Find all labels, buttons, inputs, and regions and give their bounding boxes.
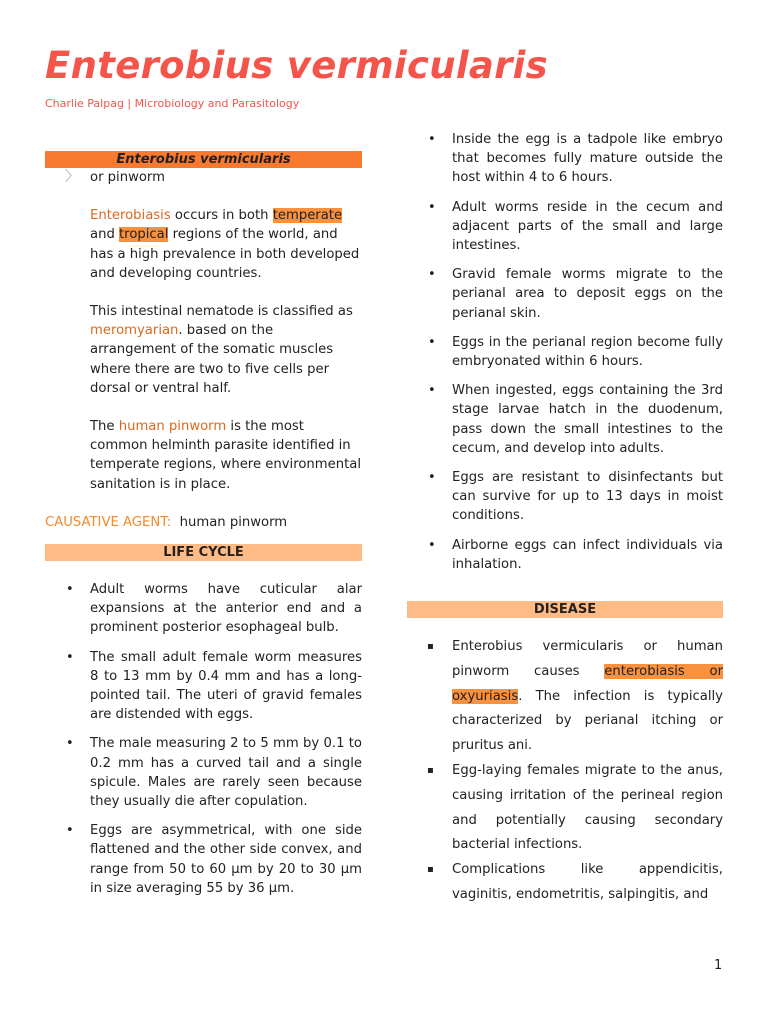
list-item: • Eggs are resistant to disinfectants but can survive for up to 13 days in moist conditions.	[428, 470, 723, 524]
document-title: Enterobius vermicularis	[45, 44, 548, 87]
bullet-icon: •	[66, 736, 74, 752]
section-heading-enterobius: Enterobius vermicularis	[45, 151, 362, 168]
list-item: ▪ Enterobius vermicularis or human pinworm causes enterobiasis or oxyuriasis. The infection is typically characterized by perianal itching or pruritus ani.	[407, 635, 723, 759]
bullet-icon: •	[66, 649, 74, 665]
section-heading-disease: DISEASE	[407, 601, 723, 618]
list-item: • Eggs in the perianal region become fully embryonated within 6 hours.	[428, 334, 723, 370]
section-heading-life-cycle: LIFE CYCLE	[45, 544, 362, 561]
intro-paragraph-1: Enterobiasis occurs in both temperate and tropical regions of the world, and has a high prevalence in both developed and developing countries.	[90, 208, 360, 281]
bullet-icon: •	[428, 199, 436, 215]
list-item: • Eggs are asymmetrical, with one side flattened and the other side convex, and range from 50 to 60 µm by 20 to 30 µm in size averaging 55 by 36 µm.	[66, 823, 362, 896]
term-meromyarian: meromyarian	[90, 323, 179, 339]
bullet-icon: •	[428, 470, 436, 486]
bullet-icon: •	[66, 823, 74, 839]
bullet-icon: •	[66, 582, 74, 598]
causative-agent-value: human pinworm	[179, 514, 288, 530]
square-bullet-icon: ▪	[427, 765, 434, 777]
term-temperate: temperate	[272, 208, 343, 224]
disease-list	[407, 635, 723, 908]
life-cycle-list-continued	[407, 130, 723, 574]
term-human-pinworm: human pinworm	[118, 419, 227, 435]
square-bullet-icon: ▪	[427, 864, 434, 876]
bullet-icon: •	[428, 537, 436, 553]
term-enterobiasis-oxyuriasis: enterobiasis or oxyuriasis	[452, 663, 723, 704]
life-cycle-list	[45, 580, 362, 898]
list-item: ▪ Complications like appendicitis, vaginitis, endometritis, salpingitis, and	[407, 858, 723, 908]
list-item: • The male measuring 2 to 5 mm by 0.1 to 0.2 mm has a curved tail and a single spicule. Males are rarely seen because they usually die after copulation.	[66, 736, 362, 810]
bullet-icon: •	[428, 267, 436, 283]
list-item: • Airborne eggs can infect individuals via inhalation.	[428, 537, 723, 572]
causative-agent-line	[45, 513, 362, 532]
list-item: • Adult worms reside in the cecum and adjacent parts of the small and large intestines.	[428, 199, 723, 254]
list-item: ▪ Egg-laying females migrate to the anus, causing irritation of the perineal region and potentially causing secondary bacterial infections.	[407, 759, 723, 858]
term-enterobiasis: Enterobiasis	[90, 208, 171, 224]
causative-agent-label: CAUSATIVE AGENT:	[45, 514, 172, 530]
pinworm-row	[45, 168, 362, 187]
bullet-icon: •	[428, 132, 436, 147]
term-tropical: tropical	[119, 227, 169, 243]
list-item: • Adult worms have cuticular alar expansions at the anterior end and a prominent posterior esophageal bulb.	[66, 582, 362, 636]
page-number: 1	[714, 958, 723, 973]
left-column	[45, 151, 362, 908]
list-item: • When ingested, eggs containing the 3rd stage larvae hatch in the duodenum, pass down the small intestines to the cecum, and develop into adults.	[428, 383, 723, 456]
chevron-right-icon: 〉	[65, 169, 79, 185]
right-column	[407, 130, 723, 908]
bullet-icon: •	[428, 334, 436, 350]
intro-paragraph-2: This intestinal nematode is classified as meromyarian. based on the arrangement of the somatic muscles where there are two to five cells per dorsal or ventral half.	[90, 304, 353, 396]
list-item: • Gravid female worms migrate to the perianal area to deposit eggs on the perianal skin.	[428, 267, 723, 321]
pinworm-text: or pinworm	[90, 170, 165, 185]
bullet-icon: •	[428, 383, 436, 399]
square-bullet-icon: ▪	[427, 641, 434, 653]
list-item: • Inside the egg is a tadpole like embryo that becomes fully mature outside the host within 4 to 6 hours.	[428, 132, 723, 186]
document-subtitle: Charlie Palpag | Microbiology and Parasitology	[45, 97, 300, 110]
intro-paragraph-3: The human pinworm is the most common helminth parasite identified in temperate regions, where environmental sanitation is in place.	[90, 419, 361, 492]
list-item: • The small adult female worm measures 8 to 13 mm by 0.4 mm and has a long-pointed tail. The uteri of gravid females are distended with eggs.	[66, 649, 362, 723]
